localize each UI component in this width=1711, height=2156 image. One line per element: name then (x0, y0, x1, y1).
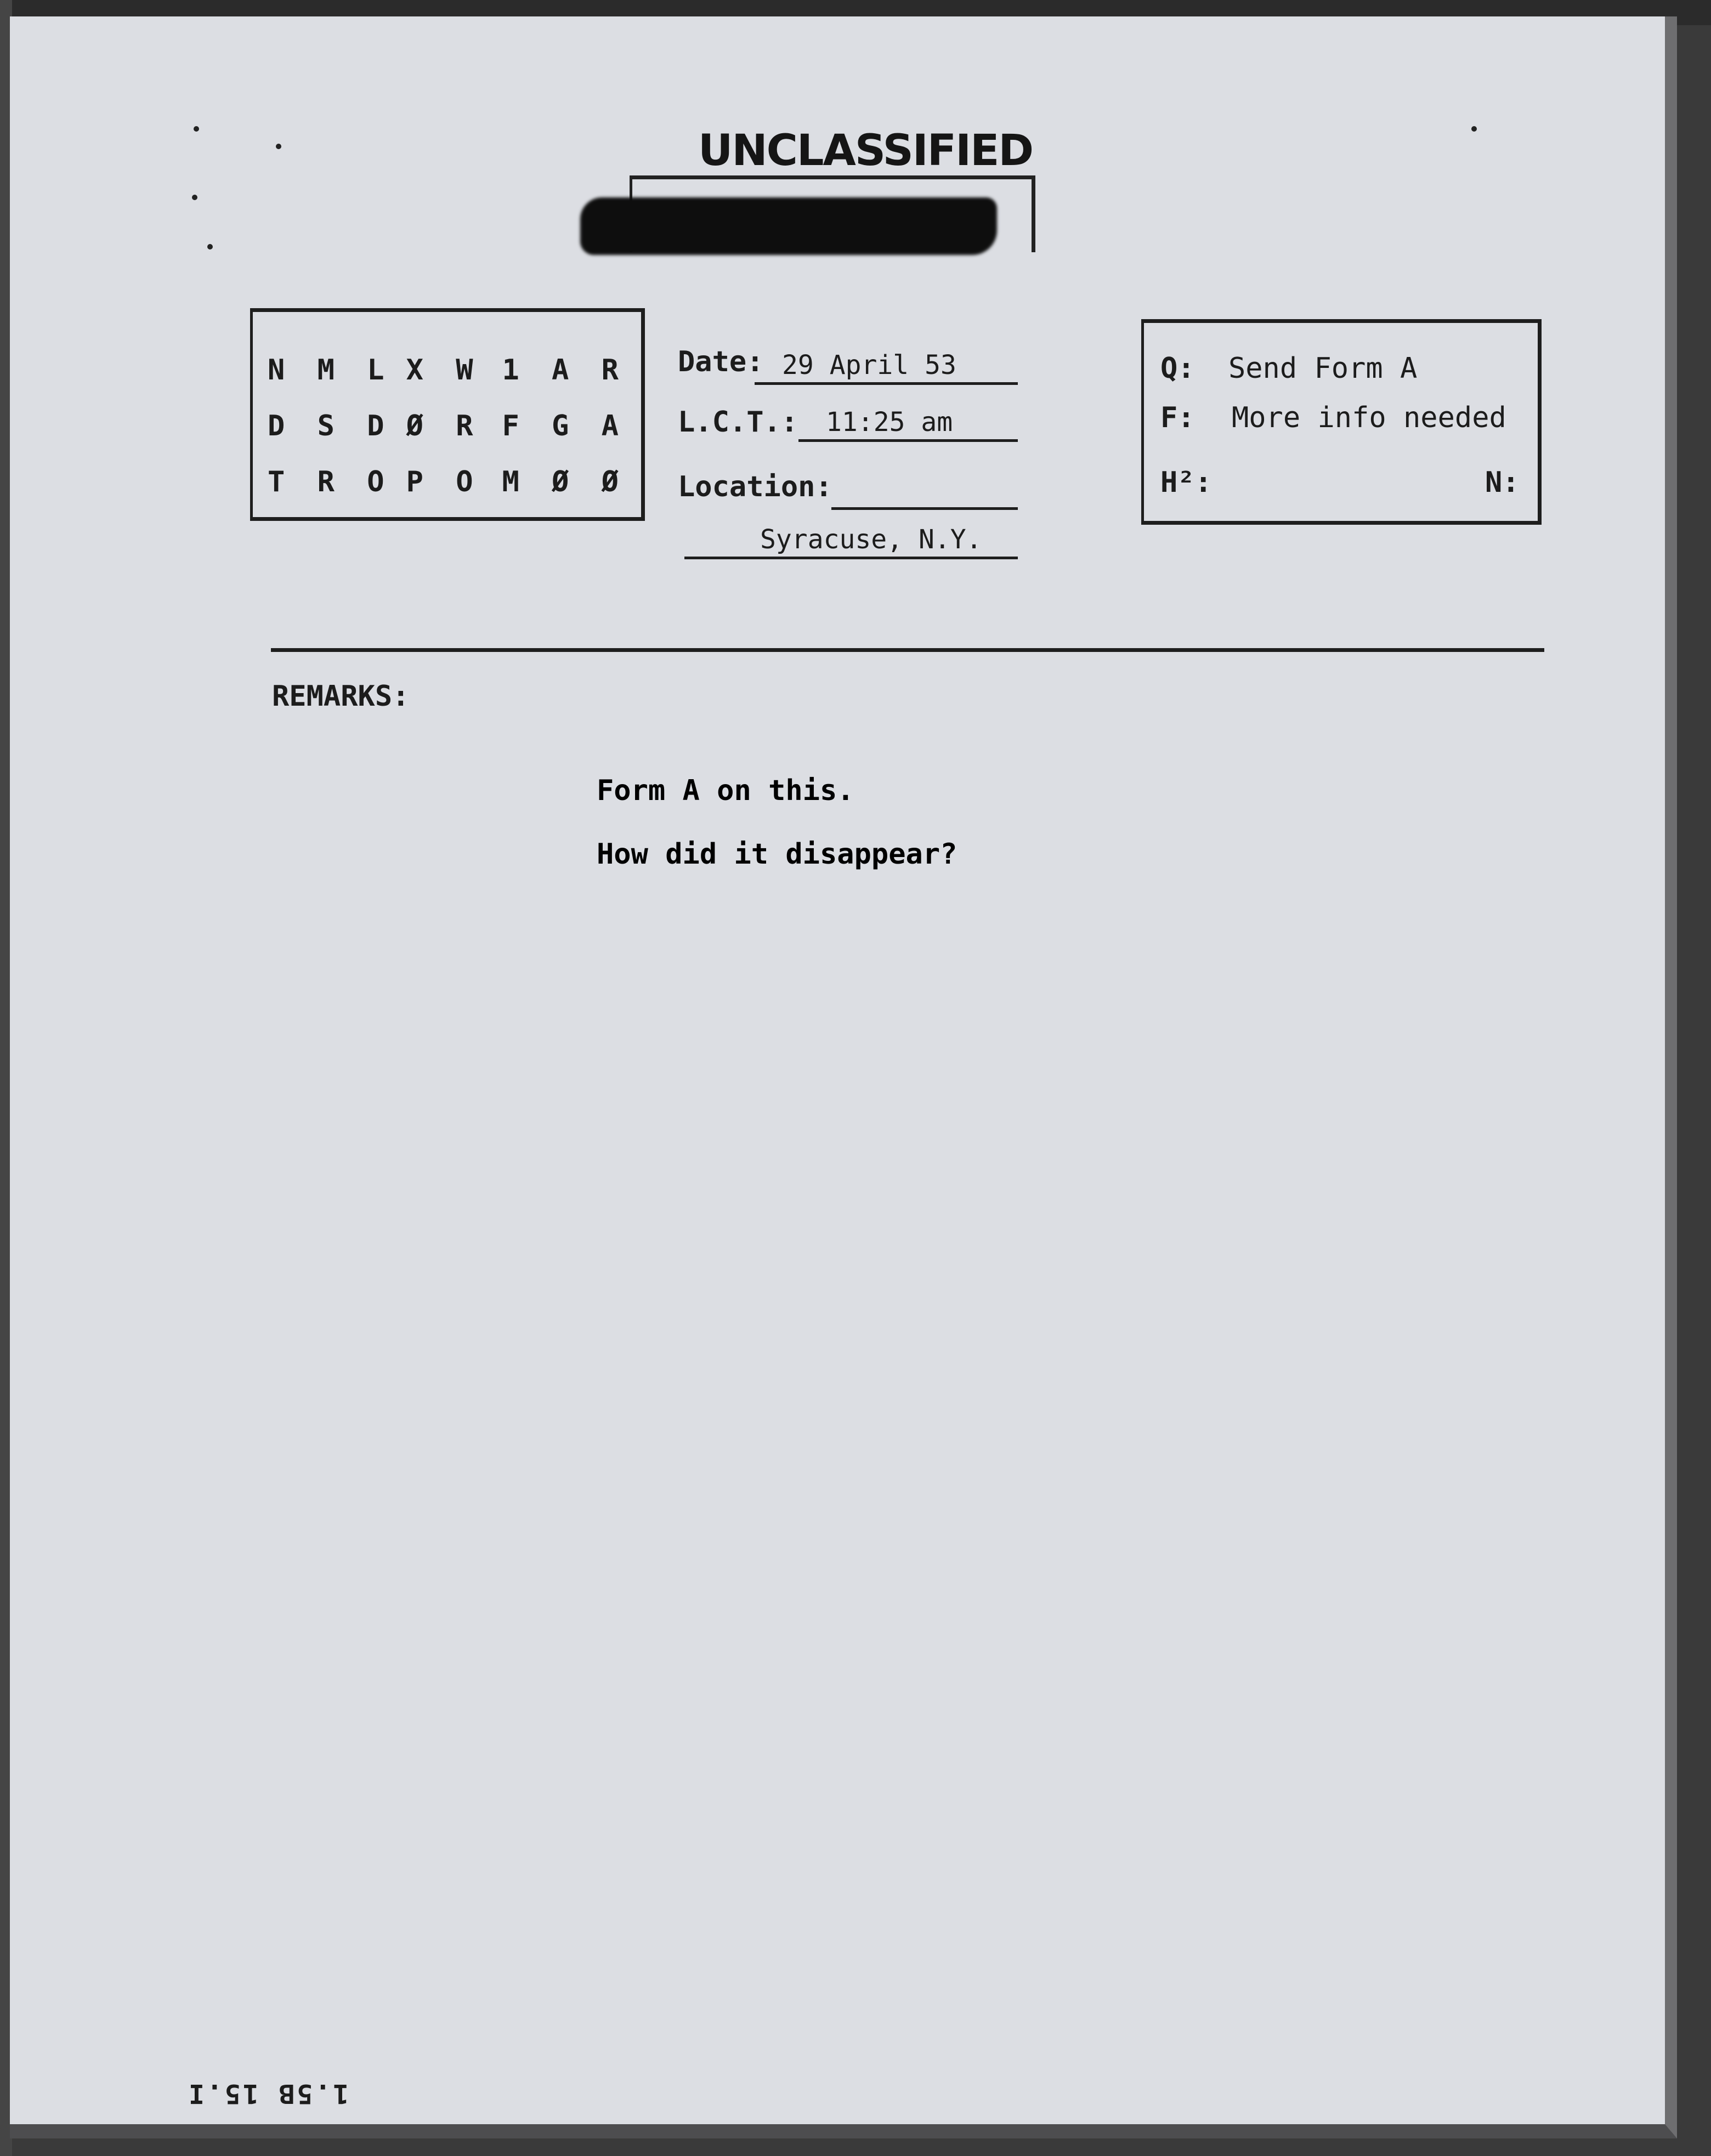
scan-speck (207, 244, 213, 249)
location-value: Syracuse, N.Y. (684, 524, 1018, 559)
lct-row (678, 406, 798, 439)
redaction-mark (580, 197, 997, 255)
code-cell: N M L (268, 354, 392, 387)
n-row (1485, 466, 1520, 499)
n-label: N: (1485, 466, 1520, 499)
date-label: Date: (678, 345, 764, 378)
remarks-label: REMARKS: (272, 680, 410, 713)
corner-note: 1.5B 15.I (186, 2078, 349, 2109)
remark-line: How did it disappear? (597, 838, 958, 871)
lct-label: L.C.T.: (678, 406, 798, 439)
h2-label: H²: (1160, 466, 1212, 499)
date-row (678, 345, 764, 378)
code-row (268, 398, 641, 454)
code-cell: F G A (502, 410, 626, 442)
section-divider (271, 648, 1544, 652)
q-row (1160, 352, 1417, 385)
scan-speck (1471, 126, 1477, 132)
code-row (268, 454, 641, 510)
code-grid (268, 342, 641, 510)
q-value: Send Form A (1228, 352, 1418, 385)
action-box-content (1145, 16, 1529, 565)
scan-speck (194, 126, 199, 132)
scan-speck (192, 195, 197, 200)
f-value: More info needed (1231, 401, 1506, 434)
classification-stamp: UNCLASSIFIED (698, 126, 1033, 175)
code-cell: D S D (268, 410, 392, 442)
f-label: F: (1160, 401, 1195, 434)
f-row (1160, 401, 1506, 434)
code-cell: 1 A R (502, 354, 626, 387)
h2-row (1160, 466, 1212, 499)
lct-value: 11:25 am (798, 407, 1018, 442)
code-cell: X W (406, 354, 481, 387)
location-line (831, 475, 1018, 510)
location-row (678, 470, 832, 503)
code-row (268, 342, 641, 398)
code-cell: P O (406, 466, 481, 498)
code-cell: T R O (268, 466, 392, 498)
code-cell: M Ø Ø (502, 466, 626, 498)
code-cell: Ø R (406, 410, 481, 442)
remark-line: Form A on this. (597, 774, 854, 807)
date-value: 29 April 53 (755, 350, 1018, 385)
document-page (10, 16, 1677, 2138)
q-label: Q: (1160, 352, 1195, 385)
location-label: Location: (678, 470, 832, 503)
scan-speck (276, 144, 281, 149)
